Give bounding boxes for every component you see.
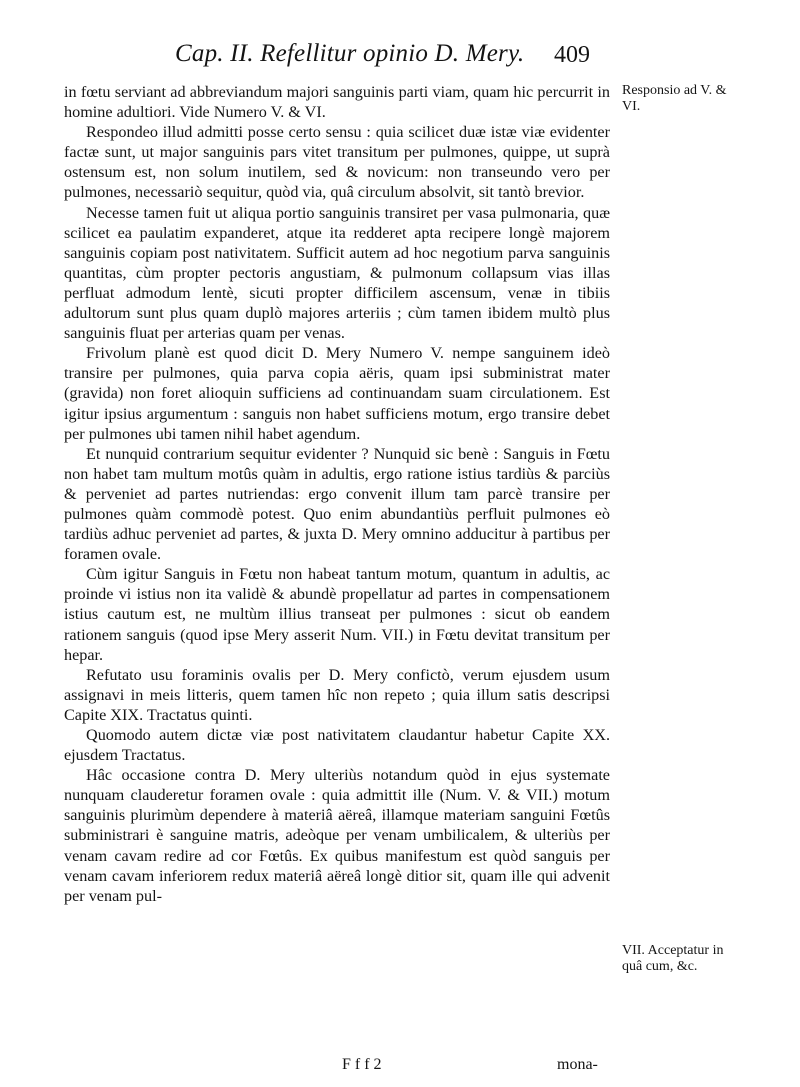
paragraph: Necesse tamen fuit ut aliqua portio sanguinis transiret per vasa pulmonaria, quæ scilicet ea paulatim expanderet, atque ita redderet apta recipere longè majorem sanguinis copiam post nativitatem. Sufficit autem ad hoc negotium parva sanguinis quantitas, cùm propter pectoris angustiam, & pulmonum collapsum vias illas perfluat admodum lentè, sicuti propter difficilem ascensum, venæ in tibiis adultorum sunt plus quam duplò majores arteriis ; cùm tamen ibidem multò plus sanguinis fluat per arterias quam per venas.: [64, 203, 610, 343]
paragraph: in fœtu serviant ad abbreviandum majori sanguinis parti viam, quam hic percurrit in homine adultiori. Vide Numero V. & VI.: [64, 83, 610, 122]
running-head: Cap. II. Refellitur opinio D. Mery.: [175, 40, 525, 67]
paragraph: Cùm igitur Sanguis in Fœtu non habeat tantum motum, quantum in adultis, ac proinde vi istius non ita validè & abundè propellatur ad partes in compensationem istius cautum est, ne multùm illius transeat per pulmones : sicut ob eandem rationem sanguis (quod ipse Mery asserit Num. VII.) in Fœtu devitat transitum per hepar.: [64, 565, 610, 664]
page-number: 409: [554, 42, 590, 68]
page-header: [0, 40, 800, 74]
signature-mark: F f f 2: [342, 1056, 382, 1073]
body-text: [64, 82, 610, 906]
paragraph: Respondeo illud admitti posse certo sensu : quia scilicet duæ istæ viæ evidenter factæ sunt, ut major sanguinis pars vitet transitum per pulmones, quippe, ut suprà ostensum est, non solum inutilem, sed & novicum: non transeundo vero per pulmones, necessariò sequitur, quòd via, quâ circulum absolvit, sit tantò brevior.: [64, 123, 610, 202]
paragraph: Frivolum planè est quod dicit D. Mery Numero V. nempe sanguinem ideò transire per pulmones, quia parva copia aëris, quam ipsi subministrat mater (gravida) non foret alioquin sufficiens ad continuandam suam circulationem. Est igitur ipsius argumentum : sanguis non habet sufficiens motum, ergo transire debet per pulmones ubi tamen nihil habet agendum.: [64, 344, 610, 443]
catchword: mona-: [557, 1056, 598, 1073]
paragraph: Quomodo autem dictæ viæ post nativitatem claudantur habetur Capite XX. ejusdem Tractatus.: [64, 726, 610, 765]
paragraph: Refutato usu foraminis ovalis per D. Mery confictò, verum ejusdem usum assignavi in meis litteris, quem tamen hîc non repeto ; quia illum satis descripsi Capite XIX. Tractatus quinti.: [64, 665, 610, 724]
margin-note-responsio: Responsio ad V. & VI.: [622, 83, 727, 114]
paragraph: Hâc occasione contra D. Mery ulteriùs notandum quòd in ejus systemate nunquam clauderetur foramen ovale : quia admittit ille (Num. V. & VII.) motum sanguinis plurimùm dependere à materiâ aëreâ, illamque materiam sanguini Fœtûs subministrari è sanguine matris, adeòque per venam umbilicalem, & ulteriùs per venam cavam redire ad cor Fœtûs. Ex quibus manifestum est quòd sanguis per venam cavam inferiorem redux materiâ aëreâ longè ditior sit, quam ille qui advenit per venam pul-: [64, 766, 610, 905]
paragraph: Et nunquid contrarium sequitur evidenter ? Nunquid sic benè : Sanguis in Fœtu non habet tam multum motûs quàm in adultis, ergo ratione istius tardiùs & parciùs & perveniet ad partes nutriendas: ergo convenit illum tam parcè transire per pulmones quàm commodè potest. Quo enim abundantiùs perfluit pulmones eò tardiùs adhuc perveniet ad partes, & juxta D. Mery omnino adducitur à partibus per foramen ovale.: [64, 444, 610, 564]
margin-note-acceptatur: VII. Acceptatur in quâ cum, &c.: [622, 943, 724, 974]
